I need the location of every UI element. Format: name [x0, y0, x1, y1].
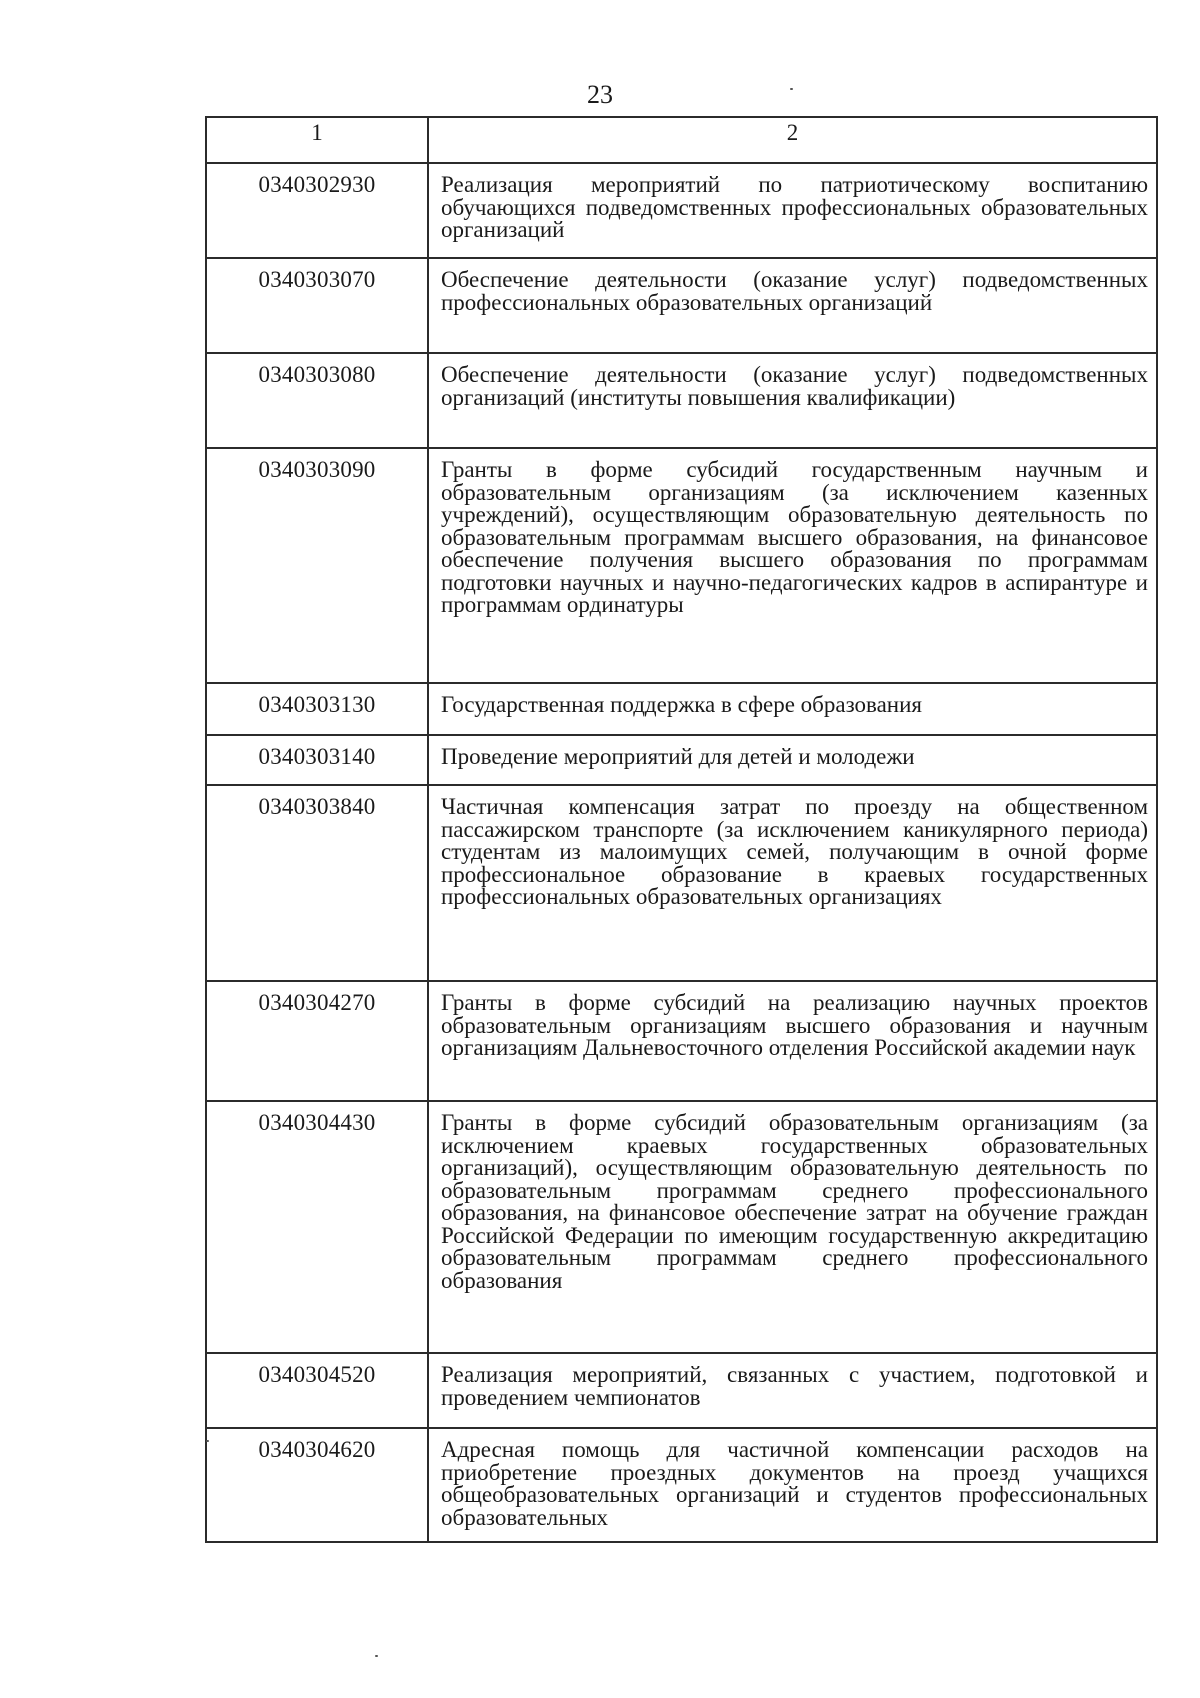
row-code: 0340304620	[206, 1428, 428, 1542]
table-row	[206, 258, 1157, 353]
page-number: 23	[587, 80, 613, 109]
row-code: 0340303090	[206, 448, 428, 683]
column-header-description: 2	[428, 117, 1157, 163]
table-row	[206, 981, 1157, 1101]
row-code: 0340303140	[206, 735, 428, 785]
table-row	[206, 163, 1157, 258]
scan-speck	[206, 1440, 209, 1442]
row-code: 0340304430	[206, 1101, 428, 1353]
table-header-row	[206, 117, 1157, 163]
table-row	[206, 735, 1157, 785]
scan-speck	[790, 88, 793, 90]
budget-code-table	[205, 116, 1158, 1543]
row-description: Частичная компенсация затрат по проезду на общественном пассажирском транспорте (за исключением каникулярного периода) студентам из малоимущих семей, получающим в очной форме профессиональное образование в краевых государственных профессиональных образовательных организациях	[428, 785, 1157, 981]
column-header-code: 1	[206, 117, 428, 163]
table-row	[206, 785, 1157, 981]
row-description: Адресная помощь для частичной компенсации расходов на приобретение проездных документов на проезд учащихся общеобразовательных организаций и студентов профессиональных образовательных	[428, 1428, 1157, 1542]
row-description: Гранты в форме субсидий на реализацию научных проектов образовательным организациям высшего образования и научным организациям Дальневосточного отделения Российской академии наук	[428, 981, 1157, 1101]
row-description: Реализация мероприятий, связанных с участием, подготовкой и проведением чемпионатов	[428, 1353, 1157, 1428]
row-code: 0340302930	[206, 163, 428, 258]
row-code: 0340303070	[206, 258, 428, 353]
table-row	[206, 1428, 1157, 1542]
table-row	[206, 683, 1157, 735]
table-row	[206, 353, 1157, 448]
row-code: 0340303130	[206, 683, 428, 735]
row-description: Гранты в форме субсидий образовательным организациям (за исключением краевых государственных образовательных организаций), осуществляющим образовательную деятельность по образовательным программам среднего профессионального образования, на финансовое обеспечение затрат на обучение граждан Российской Федерации по имеющим государственную аккредитацию образовательным программам среднего профессионального образования	[428, 1101, 1157, 1353]
row-description: Проведение мероприятий для детей и молодежи	[428, 735, 1157, 785]
table-row	[206, 448, 1157, 683]
row-description: Гранты в форме субсидий государственным научным и образовательным организациям (за исключением казенных учреждений), осуществляющим образовательную деятельность по образовательным программам высшего образования, на финансовое обеспечение получения высшего образования по программам подготовки научных и научно-педагогических кадров в аспирантуре и программам ординатуры	[428, 448, 1157, 683]
row-description: Обеспечение деятельности (оказание услуг) подведомственных организаций (институты повышения квалификации)	[428, 353, 1157, 448]
table-row	[206, 1353, 1157, 1428]
row-code: 0340304270	[206, 981, 428, 1101]
scan-speck	[375, 1655, 378, 1657]
row-description: Обеспечение деятельности (оказание услуг) подведомственных профессиональных образовательных организаций	[428, 258, 1157, 353]
row-code: 0340303080	[206, 353, 428, 448]
table-row	[206, 1101, 1157, 1353]
row-code: 0340304520	[206, 1353, 428, 1428]
row-description: Реализация мероприятий по патриотическому воспитанию обучающихся подведомственных профессиональных образовательных организаций	[428, 163, 1157, 258]
row-code: 0340303840	[206, 785, 428, 981]
row-description: Государственная поддержка в сфере образования	[428, 683, 1157, 735]
